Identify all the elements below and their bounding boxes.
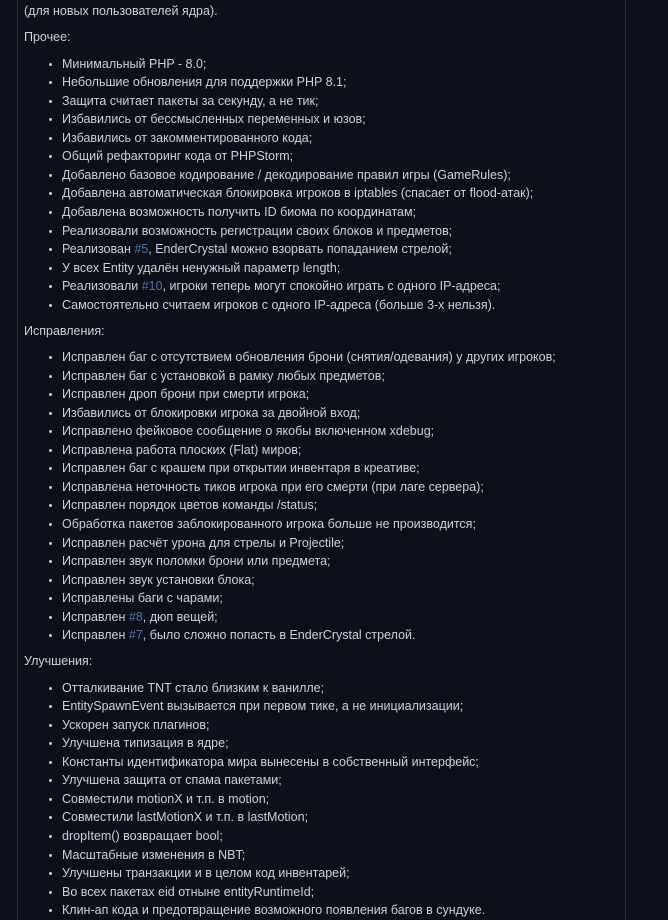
list-item: • Совместили motionX и т.п. в motion;	[62, 790, 615, 809]
list-item: • Реализовали #10, игроки теперь могут спокойно играть с одного IP-адреса;	[62, 277, 615, 296]
list-item: • Исправлена работа плоских (Flat) миров;	[62, 441, 615, 460]
list-item: • Обработка пакетов заблокированного игрока больше не производится;	[62, 515, 615, 534]
list-item: • Исправлен #8, дюп вещей;	[62, 608, 615, 627]
list-item: • Исправлена неточность тиков игрока при его смерти (при лаге сервера);	[62, 478, 615, 497]
section-heading: Исправления:	[24, 323, 105, 338]
list-item: • Исправлено фейковое сообщение о якобы включенном xdebug;	[62, 422, 615, 441]
list-item: • Общий рефакторинг кода от PHPStorm;	[62, 147, 615, 166]
list-item: • Самостоятельно считаем игроков с одного IP-адреса (больше 3-х нельзя).	[62, 296, 615, 315]
intro-text: (для новых пользователей ядра).	[24, 4, 218, 18]
list-item: • Исправлены баги с чарами;	[62, 589, 615, 608]
list-item: • Исправлен баг с крашем при открытии инвентаря в креативе;	[62, 459, 615, 478]
list-item: • Улучшены транзакции и в целом код инвентарей;	[62, 864, 615, 883]
list-item: • Добавлена возможность получить ID биома по координатам;	[62, 203, 615, 222]
list-item: • Защита считает пакеты за секунду, а не тик;	[62, 92, 615, 111]
list-item: • Исправлен дроп брони при смерти игрока;	[62, 385, 615, 404]
list-item: • Исправлен #7, было сложно попасть в EnderCrystal стрелой.	[62, 626, 615, 645]
list-item: • EntitySpawnEvent вызывается при первом тике, а не инициализации;	[62, 697, 615, 716]
sections	[24, 28, 615, 919]
list-item: • Исправлен звук поломки брони или предмета;	[62, 552, 615, 571]
list-item: • Константы идентификатора мира вынесены в собственный интерфейс;	[62, 753, 615, 772]
issue-link[interactable]: #7	[128, 628, 143, 643]
list-item: • Исправлен расчёт урона для стрелы и Projectile;	[62, 534, 615, 553]
list-item: • Избавились от бессмысленных переменных и юзов;	[62, 110, 615, 129]
section-heading: Улучшения:	[24, 654, 93, 669]
issue-link[interactable]: #8	[128, 609, 143, 624]
list-item: • Реализован #5, EnderCrystal можно взорвать попаданием стрелой;	[62, 240, 615, 259]
list-item: • Небольшие обновления для поддержки PHP 8.1;	[62, 73, 615, 92]
list-item: • Совместили lastMotionX и т.п. в lastMotion;	[62, 808, 615, 827]
list-item: • Улучшена защита от спама пакетами;	[62, 771, 615, 790]
list-item: • Реализовали возможность регистрации своих блоков и предметов;	[62, 222, 615, 241]
section-list	[24, 55, 615, 315]
list-item: • У всех Entity удалён ненужный параметр length;	[62, 259, 615, 278]
list-item: • Добавлено базовое кодирование / декодирование правил игры (GameRules);	[62, 166, 615, 185]
section-list	[24, 348, 615, 645]
list-item: • Клин-ап кода и предотвращение возможного появления багов в сундуке.	[62, 901, 615, 920]
list-item: • Улучшена типизация в ядре;	[62, 734, 615, 753]
section-list	[24, 679, 615, 920]
list-item: • Ускорен запуск плагинов;	[62, 716, 615, 735]
release-notes-body	[17, 0, 626, 920]
list-item: • Исправлен баг с установкой в рамку любых предметов;	[62, 367, 615, 386]
section-heading: Прочее:	[24, 30, 71, 45]
list-item: • Минимальный PHP - 8.0;	[62, 55, 615, 74]
list-item: • Избавились от блокировки игрока за двойной вход;	[62, 404, 615, 423]
issue-link[interactable]: #5	[134, 242, 149, 257]
list-item: • Отталкивание TNT стало близким к ванилле;	[62, 679, 615, 698]
list-item: • Исправлен порядок цветов команды /status;	[62, 496, 615, 515]
issue-link[interactable]: #10	[141, 279, 163, 294]
list-item: • Масштабные изменения в NBT;	[62, 846, 615, 865]
list-item: • Избавились от закомментированного кода;	[62, 129, 615, 148]
list-item: • Добавлена автоматическая блокировка игроков в iptables (спасает от flood-атак);	[62, 184, 615, 203]
list-item: • Во всех пакетах eid отныне entityRuntimeId;	[62, 883, 615, 902]
list-item: • Исправлен звук установки блока;	[62, 571, 615, 590]
list-item: • dropItem() возвращает bool;	[62, 827, 615, 846]
list-item: • Исправлен баг с отсутствием обновления брони (снятия/одевания) у других игроков;	[62, 348, 615, 367]
